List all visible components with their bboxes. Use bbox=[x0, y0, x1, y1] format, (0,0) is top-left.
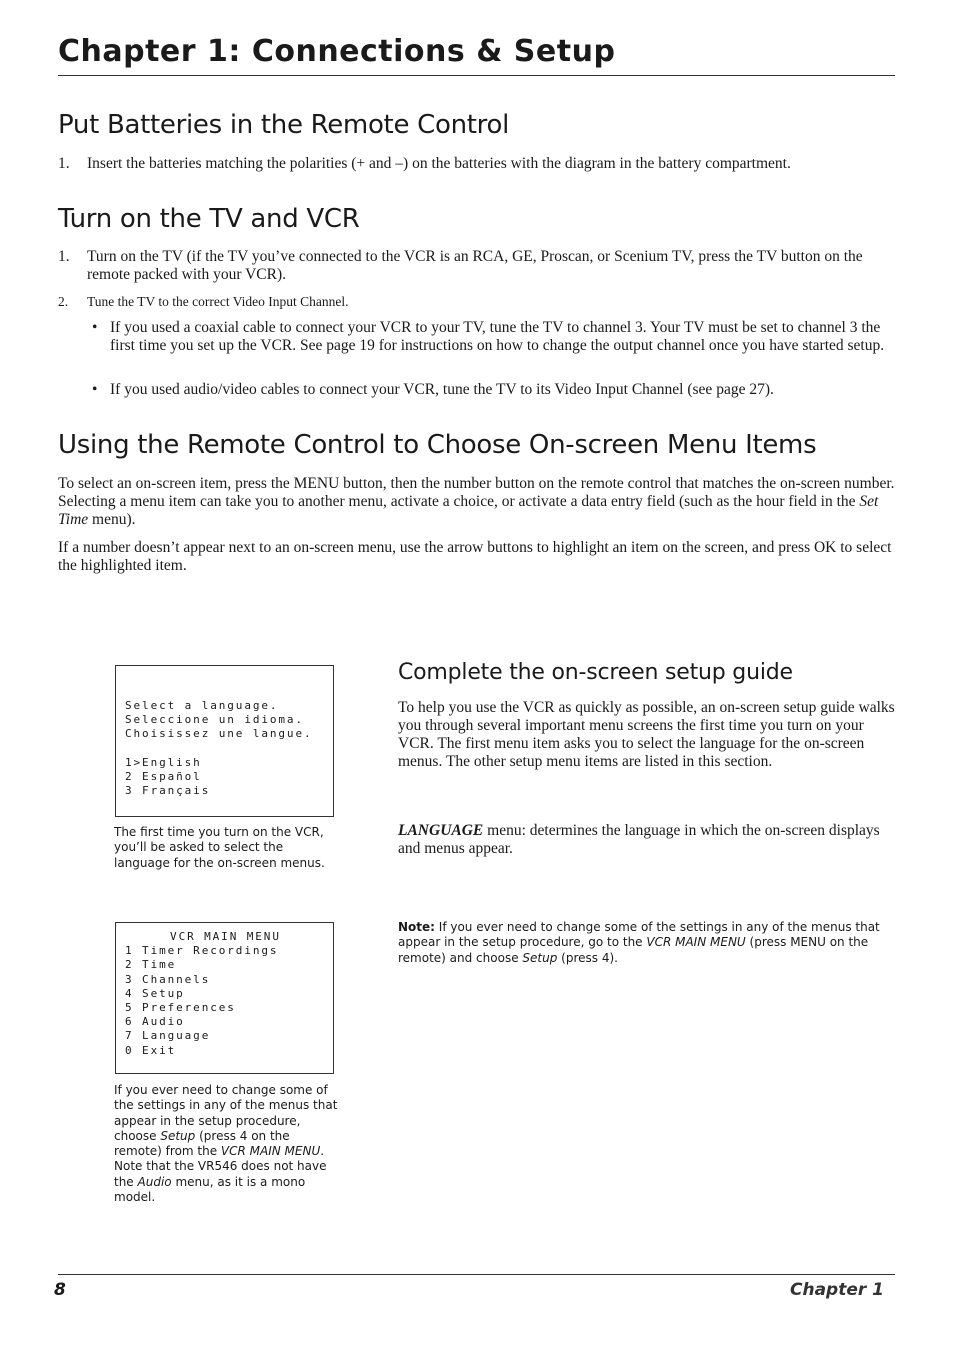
set-time-menu-name: Set Time bbox=[58, 493, 879, 528]
screen-line: Choisissez une langue. bbox=[125, 727, 313, 741]
step-number: 1. bbox=[58, 155, 70, 172]
setup-menu-name: Setup bbox=[160, 1128, 196, 1143]
screen-option: 2 Time bbox=[125, 958, 177, 972]
bullet-item bbox=[0, 381, 954, 401]
language-term: LANGUAGE bbox=[398, 822, 484, 839]
main-menu-name: VCR MAIN MENU bbox=[646, 935, 746, 950]
turn-on-heading: Turn on the TV and VCR bbox=[58, 204, 360, 234]
step-text: Tune the TV to the correct Video Input Channel. bbox=[87, 294, 349, 309]
screen-option: 3 Français bbox=[125, 784, 211, 798]
bullet-icon: • bbox=[92, 319, 98, 336]
page-number: 8 bbox=[54, 1280, 66, 1300]
screen-option: 5 Preferences bbox=[125, 1000, 236, 1014]
screen-title: VCR MAIN MENU bbox=[153, 930, 281, 943]
screen-line: Select a language. bbox=[125, 699, 279, 712]
bullet-item bbox=[0, 319, 954, 375]
language-screen-caption: The first time you turn on the VCR, you’ll be asked to select the language for the on-screen menus. bbox=[114, 825, 325, 870]
caption-text: menu, as it is a mono model. bbox=[114, 1174, 306, 1205]
screen-option: 1 Timer Recordings bbox=[125, 944, 279, 958]
step-text: Insert the batteries matching the polarities (+ and –) on the batteries with the diagram in the battery compartment. bbox=[87, 155, 791, 172]
note-label: Note: bbox=[398, 920, 435, 934]
screen-option: 4 Setup bbox=[125, 986, 185, 1000]
caption-text: If you ever need to change some of the settings in any of the menus that appear in the setup procedure, choose bbox=[114, 1083, 338, 1143]
paragraph-text: menu). bbox=[88, 511, 136, 528]
screen-option: 2 Español bbox=[125, 769, 202, 783]
screen-line bbox=[125, 742, 333, 756]
step-text: Turn on the TV (if the TV you’ve connected to the VCR is an RCA, GE, Proscan, or Scenium TV, press the TV button on the remote packed with your VCR). bbox=[87, 248, 863, 283]
remote-menu-paragraph-2: If a number doesn’t appear next to an on-screen menu, use the arrow buttons to highlight an item on the screen, and press OK to select the highlighted item. bbox=[58, 539, 892, 574]
note-text: (press MENU on the remote) and choose bbox=[398, 935, 869, 965]
remote-menu-paragraph-1 bbox=[58, 475, 896, 529]
setup-guide-heading: Complete the on-screen setup guide bbox=[398, 660, 793, 685]
header-rule bbox=[58, 75, 895, 76]
description-text: menu: determines the language in which the on-screen displays and menus appear. bbox=[398, 822, 880, 857]
language-menu-description bbox=[398, 822, 896, 858]
bullet-text: If you used audio/video cables to connect your VCR, tune the TV to its Video Input Channel (see page 27). bbox=[110, 381, 774, 398]
screen-line: Seleccione un idioma. bbox=[125, 713, 304, 727]
footer-rule bbox=[58, 1274, 895, 1275]
screen-option: 7 Language bbox=[125, 1029, 211, 1043]
audio-menu-name: Audio bbox=[137, 1174, 172, 1189]
language-select-screen bbox=[115, 665, 334, 817]
turn-on-step-1 bbox=[0, 248, 954, 286]
batteries-heading: Put Batteries in the Remote Control bbox=[58, 110, 510, 140]
setup-guide-paragraph: To help you use the VCR as quickly as possible, an on-screen setup guide walks you through several important menu screens the first time you turn on your VCR. The first menu item asks you to select the language for the on-screen menus. The other setup menu items are listed in this section. bbox=[398, 699, 895, 770]
remote-menu-heading: Using the Remote Control to Choose On-screen Menu Items bbox=[58, 430, 817, 460]
batteries-step-1 bbox=[0, 155, 954, 175]
note-text: (press 4). bbox=[557, 950, 618, 965]
chapter-title: Chapter 1: Connections & Setup bbox=[58, 34, 616, 69]
note-text: If you ever need to change some of the settings in any of the menus that appear in the setup procedure, go to the bbox=[398, 920, 880, 950]
caption-text: (press 4 on the remote) from the bbox=[114, 1128, 290, 1159]
step-number: 1. bbox=[58, 248, 70, 265]
main-menu-caption bbox=[114, 1083, 340, 1205]
vcr-main-menu-screen bbox=[115, 922, 334, 1074]
paragraph-text: To select an on-screen item, press the MENU button, then the number button on the remote control that matches the on-screen number. Selecting a menu item can take you to another menu, activate a choice, or activate a data entry field (such as the hour field in the bbox=[58, 475, 895, 510]
turn-on-step-2 bbox=[0, 293, 954, 313]
bullet-icon: • bbox=[92, 381, 98, 398]
bullet-text: If you used a coaxial cable to connect your VCR to your TV, tune the TV to channel 3. Your TV must be set to channel 3 the first time you set up the VCR. See page 19 for instructions on how to change the output channel once you have started setup. bbox=[110, 319, 885, 354]
screen-option: 1>English bbox=[125, 755, 202, 769]
screen-option: 3 Channels bbox=[125, 972, 211, 986]
setup-menu-name: Setup bbox=[522, 950, 558, 965]
footer-chapter-label: Chapter 1 bbox=[789, 1280, 884, 1300]
caption-text: . Note that the VR546 does not have the bbox=[114, 1144, 327, 1189]
main-menu-name: VCR MAIN MENU bbox=[220, 1144, 321, 1159]
screen-option: 6 Audio bbox=[125, 1015, 185, 1029]
step-number: 2. bbox=[58, 294, 69, 309]
setup-note bbox=[398, 920, 888, 966]
screen-option: 0 Exit bbox=[125, 1043, 177, 1057]
